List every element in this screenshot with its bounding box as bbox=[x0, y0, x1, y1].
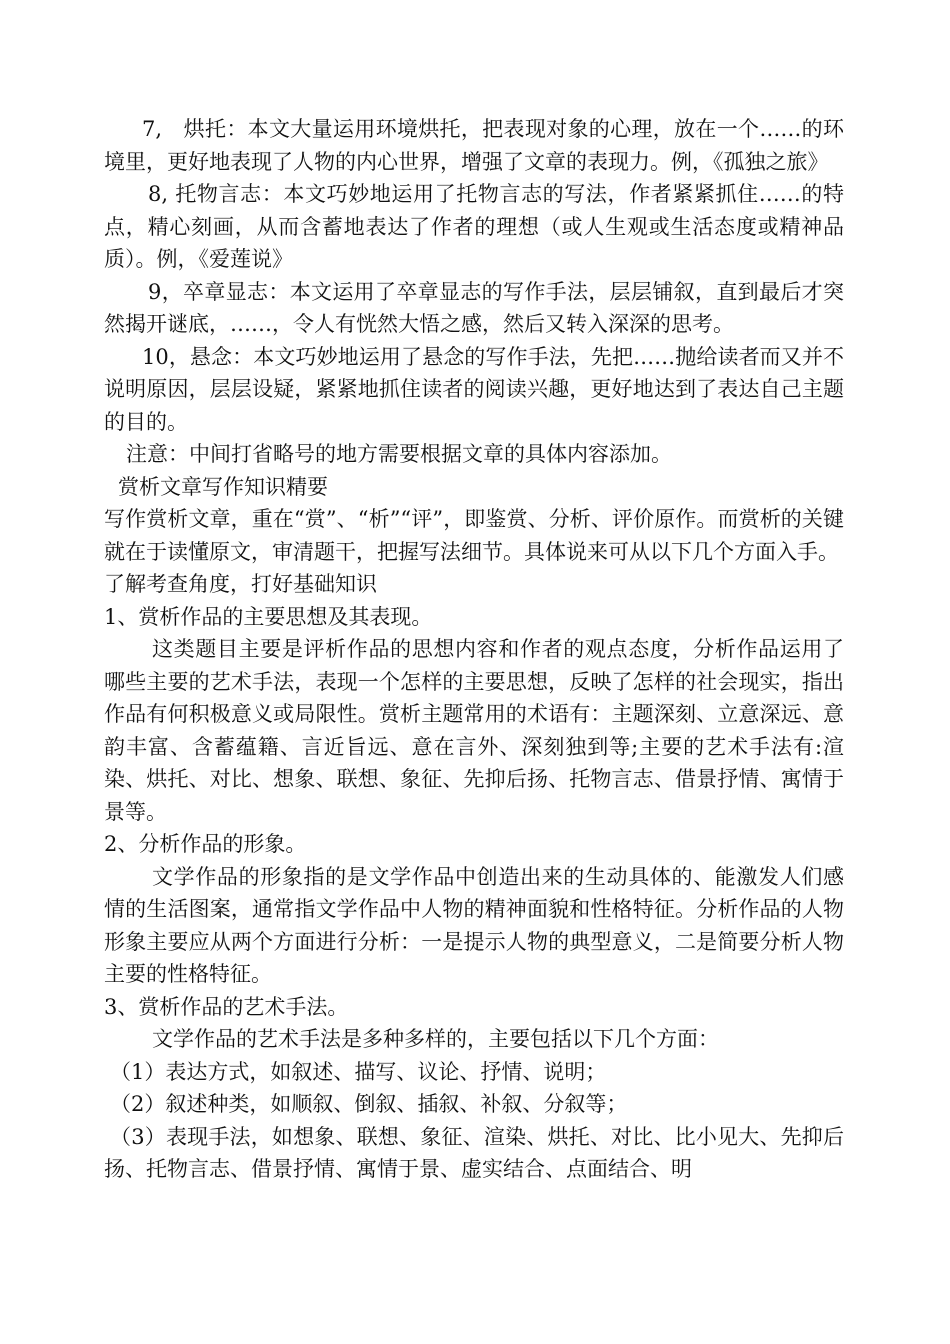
paragraph-note: 注意：中间打省略号的地方需要根据文章的具体内容添加。 bbox=[126, 442, 672, 466]
paragraph-zuzhang-xianzhi: 9，卒章显志：本文运用了卒章显志的写作手法，层层铺叙，直到最后才突然揭开谜底，……，令人有恍然大悟之感，然后又转入深深的思考。 bbox=[104, 279, 844, 336]
item-heading-1: 1、赏析作品的主要思想及其表现。 bbox=[104, 604, 433, 629]
section-heading: 赏析文章写作知识精要 bbox=[118, 474, 328, 499]
paragraph-hongtuo: 7, 烘托：本文大量运用环境烘托，把表现对象的心理，放在一个……的环境里，更好地表现了人物的内心世界，增强了文章的表现力。例，《孤独之旅》 bbox=[104, 117, 844, 174]
list-item-2: （2）叙述种类，如顺叙、倒叙、插叙、补叙、分叙等； bbox=[110, 1092, 628, 1116]
paragraph-xuannian: 10，悬念：本文巧妙地运用了悬念的写作手法，先把……抛给读者而又并不说明原因，层层设疑，紧紧地抓住读者的阅读兴趣，更好地达到了表达自己主题的目的。 bbox=[104, 344, 844, 434]
document-body bbox=[104, 113, 844, 1186]
paragraph-tuowu-yanzhi: 8, 托物言志：本文巧妙地运用了托物言志的写法，作者紧紧抓住……的特点，精心刻画，从而含蓄地表达了作者的理想（或人生观或生活态度或精神品质）。例，《爱莲说》 bbox=[104, 182, 844, 271]
list-item-1: （1）表达方式，如叙述、描写、议论、抒情、说明； bbox=[110, 1059, 607, 1084]
paragraph-image: 文学作品的形象指的是文学作品中创造出来的生动具体的、能激发人们感情的生活图案，通常指文学作品中人物的精神面貌和性格特征。分析作品的人物形象主要应从两个方面进行分析：一是提示人物的典型意义，二是简要分析人物主要的性格特征。 bbox=[104, 864, 844, 986]
item-heading-2: 2、分析作品的形象。 bbox=[104, 832, 307, 856]
subheading-basics: 了解考查角度，打好基础知识 bbox=[104, 572, 377, 596]
list-item-3: （3）表现手法，如想象、联想、象征、渲染、烘托、对比、比小见大、先抑后扬、托物言志、借景抒情、寓情于景、虚实结合、点面结合、明 bbox=[104, 1124, 844, 1181]
item-heading-3: 3、赏析作品的艺术手法。 bbox=[104, 994, 349, 1019]
paragraph-intro: 写作赏析文章，重在“赏”、“析”“评”，即鉴赏、分析、评价原作。而赏析的关键就在于读懂原文，审清题干，把握写法细节。具体说来可从以下几个方面入手。 bbox=[104, 507, 844, 564]
paragraph-techniques: 文学作品的艺术手法是多种多样的，主要包括以下几个方面： bbox=[152, 1027, 719, 1051]
paragraph-theme: 这类题目主要是评析作品的思想内容和作者的观点态度，分析作品运用了哪些主要的艺术手法，表现一个怎样的主要思想，反映了怎样的社会现实，指出作品有何积极意义或局限性。赏析主题常用的术语有：主题深刻、立意深远、意韵丰富、含蓄蕴籍、言近旨远、意在言外、深刻独到等;主要的艺术手法有:渲染、烘托、对比、想象、联想、象征、先抑后扬、托物言志、借景抒情、寓情于景等。 bbox=[104, 637, 844, 824]
